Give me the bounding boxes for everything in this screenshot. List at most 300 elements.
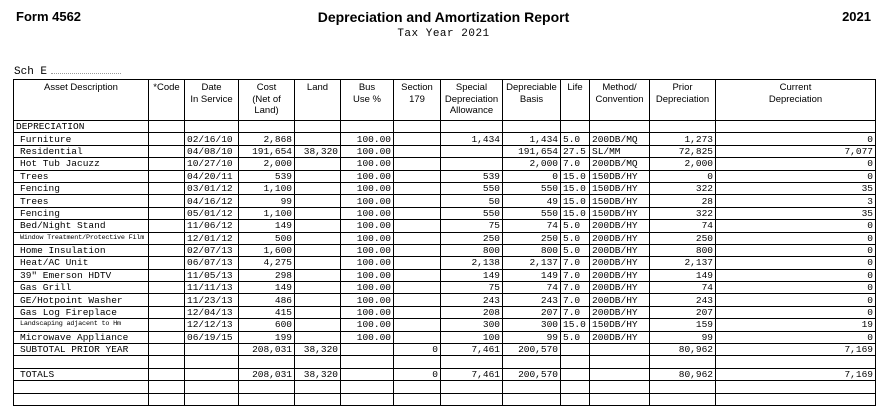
schedule-label (14, 66, 121, 78)
cell-land (295, 244, 341, 256)
cell-sec179: 0 (394, 368, 441, 380)
table-row (14, 182, 876, 194)
cell-current: 7,169 (716, 368, 876, 380)
cell-code (149, 158, 185, 170)
cell-code (149, 244, 185, 256)
cell-special: 539 (441, 170, 503, 182)
cell-current: 0 (716, 170, 876, 182)
cell-special: 250 (441, 232, 503, 244)
cell-date: 04/20/11 (185, 170, 239, 182)
table-row (14, 220, 876, 232)
cell-sec179 (394, 170, 441, 182)
cell-basis: 74 (503, 220, 561, 232)
cell-desc: 39" Emerson HDTV (14, 269, 149, 281)
cell-code (149, 306, 185, 318)
cell-life: 7.0 (561, 158, 590, 170)
cell-land (295, 356, 341, 368)
cell-method: SL/MM (590, 145, 650, 157)
cell-cost: 1,100 (239, 207, 295, 219)
cell-cost: 199 (239, 331, 295, 343)
cell-desc: Trees (14, 195, 149, 207)
cell-code (149, 331, 185, 343)
cell-code (149, 182, 185, 194)
cell-date: 11/23/13 (185, 294, 239, 306)
cell-code (149, 170, 185, 182)
cell-life: 15.0 (561, 182, 590, 194)
cell-special (441, 381, 503, 393)
cell-sec179 (394, 331, 441, 343)
cell-land: 38,320 (295, 145, 341, 157)
table-row (14, 207, 876, 219)
cell-land (295, 232, 341, 244)
cell-basis: 99 (503, 331, 561, 343)
cell-cost: 191,654 (239, 145, 295, 157)
cell-life: 5.0 (561, 220, 590, 232)
cell-desc (14, 381, 149, 393)
cell-land (295, 294, 341, 306)
col-method: Method/ Convention (590, 80, 650, 121)
cell-basis: 550 (503, 207, 561, 219)
cell-method: 150DB/HY (590, 207, 650, 219)
cell-land (295, 319, 341, 331)
cell-code (149, 294, 185, 306)
schedule-text: Sch E (14, 66, 48, 78)
cell-cost: 486 (239, 294, 295, 306)
cell-cost: 1,100 (239, 182, 295, 194)
cell-special: 300 (441, 319, 503, 331)
cell-bus: 100.00 (341, 232, 394, 244)
cell-basis: 550 (503, 182, 561, 194)
cell-life (561, 381, 590, 393)
cell-cost: 208,031 (239, 368, 295, 380)
cell-method: 150DB/HY (590, 319, 650, 331)
cell-special: 1,434 (441, 133, 503, 145)
cell-basis: 49 (503, 195, 561, 207)
tax-year: 2021 (842, 9, 871, 24)
col-cost: Cost (Net of Land) (239, 80, 295, 121)
cell-date: 06/07/13 (185, 257, 239, 269)
cell-date: 11/06/12 (185, 220, 239, 232)
cell-prior: 250 (650, 232, 716, 244)
cell-current: 7,077 (716, 145, 876, 157)
cell-land (295, 182, 341, 194)
cell-method: 200DB/MQ (590, 133, 650, 145)
cell-bus: 100.00 (341, 158, 394, 170)
cell-life: 27.5 (561, 145, 590, 157)
cell-desc (14, 356, 149, 368)
cell-desc: Fencing (14, 182, 149, 194)
cell-sec179 (394, 269, 441, 281)
cell-date: 11/11/13 (185, 282, 239, 294)
blank-row (14, 381, 876, 393)
cell-code (149, 195, 185, 207)
cell-method (590, 393, 650, 405)
cell-desc: SUBTOTAL PRIOR YEAR (14, 344, 149, 356)
cell-bus: 100.00 (341, 257, 394, 269)
cell-cost: 149 (239, 220, 295, 232)
cell-bus: 100.00 (341, 207, 394, 219)
cell-special (441, 145, 503, 157)
cell-bus: 100.00 (341, 195, 394, 207)
cell-desc (14, 393, 149, 405)
cell-basis: 2,000 (503, 158, 561, 170)
schedule-redacted-name (51, 73, 121, 74)
cell-code (149, 368, 185, 380)
col-life: Life (561, 80, 590, 121)
cell-method: 200DB/HY (590, 282, 650, 294)
cell-method: 200DB/MQ (590, 158, 650, 170)
cell-prior: 99 (650, 331, 716, 343)
cell-land (295, 282, 341, 294)
section-label: DEPRECIATION (14, 121, 149, 133)
cell-date (185, 393, 239, 405)
cell-cost: 600 (239, 319, 295, 331)
cell-method: 150DB/HY (590, 182, 650, 194)
cell-current: 7,169 (716, 344, 876, 356)
cell-prior (650, 393, 716, 405)
cell-desc: Furniture (14, 133, 149, 145)
col-prior-depreciation: Prior Depreciation (650, 80, 716, 121)
cell-cost: 1,600 (239, 244, 295, 256)
cell-life: 15.0 (561, 170, 590, 182)
cell-date: 06/19/15 (185, 331, 239, 343)
cell-method: 150DB/HY (590, 195, 650, 207)
cell-land (295, 207, 341, 219)
cell-date (185, 368, 239, 380)
cell-life: 5.0 (561, 133, 590, 145)
cell-desc: TOTALS (14, 368, 149, 380)
cell-basis: 250 (503, 232, 561, 244)
cell-basis: 0 (503, 170, 561, 182)
cell-sec179: 0 (394, 344, 441, 356)
table-row (14, 269, 876, 281)
cell-sec179 (394, 356, 441, 368)
cell-prior: 1,273 (650, 133, 716, 145)
cell-current: 3 (716, 195, 876, 207)
cell-land: 38,320 (295, 368, 341, 380)
cell-life: 5.0 (561, 244, 590, 256)
cell-current: 0 (716, 232, 876, 244)
cell-life (561, 344, 590, 356)
cell-bus: 100.00 (341, 133, 394, 145)
cell-prior: 0 (650, 170, 716, 182)
col-asset-description: Asset Description (14, 80, 149, 121)
cell-code (149, 257, 185, 269)
cell-cost (239, 393, 295, 405)
cell-method: 200DB/HY (590, 269, 650, 281)
cell-method: 150DB/HY (590, 170, 650, 182)
cell-desc: Bed/Night Stand (14, 220, 149, 232)
col-depreciable-basis: Depreciable Basis (503, 80, 561, 121)
cell-method: 200DB/HY (590, 331, 650, 343)
cell-date: 04/08/10 (185, 145, 239, 157)
cell-land (295, 133, 341, 145)
cell-method: 200DB/HY (590, 257, 650, 269)
cell-code (149, 207, 185, 219)
cell-desc: Residential (14, 145, 149, 157)
cell-special: 149 (441, 269, 503, 281)
form-number: Form 4562 (16, 9, 82, 24)
cell-bus (341, 356, 394, 368)
cell-sec179 (394, 381, 441, 393)
cell-desc: Hot Tub Jacuzz (14, 158, 149, 170)
cell-desc: Microwave Appliance (14, 331, 149, 343)
cell-desc: Gas Grill (14, 282, 149, 294)
table-row (14, 319, 876, 331)
cell-prior: 322 (650, 182, 716, 194)
cell-special: 7,461 (441, 368, 503, 380)
cell-date: 12/04/13 (185, 306, 239, 318)
cell-date (185, 381, 239, 393)
cell-cost: 539 (239, 170, 295, 182)
cell-date: 11/05/13 (185, 269, 239, 281)
cell-special: 50 (441, 195, 503, 207)
cell-bus: 100.00 (341, 319, 394, 331)
cell-code (149, 145, 185, 157)
cell-date: 02/16/10 (185, 133, 239, 145)
cell-current: 0 (716, 331, 876, 343)
cell-special: 2,138 (441, 257, 503, 269)
cell-prior: 159 (650, 319, 716, 331)
cell-current: 0 (716, 282, 876, 294)
cell-cost: 2,000 (239, 158, 295, 170)
cell-desc: Home Insulation (14, 244, 149, 256)
cell-sec179 (394, 257, 441, 269)
cell-cost (239, 381, 295, 393)
cell-prior: 322 (650, 207, 716, 219)
cell-special (441, 158, 503, 170)
cell-prior (650, 356, 716, 368)
cell-basis: 300 (503, 319, 561, 331)
cell-basis: 200,570 (503, 368, 561, 380)
col-date-in-service: Date In Service (185, 80, 239, 121)
cell-basis: 1,434 (503, 133, 561, 145)
table-row (14, 257, 876, 269)
cell-sec179 (394, 232, 441, 244)
cell-special: 550 (441, 182, 503, 194)
cell-prior: 74 (650, 220, 716, 232)
cell-sec179 (394, 133, 441, 145)
cell-prior: 149 (650, 269, 716, 281)
cell-life: 7.0 (561, 269, 590, 281)
cell-basis: 149 (503, 269, 561, 281)
col-bus-use: Bus Use % (341, 80, 394, 121)
cell-bus (341, 368, 394, 380)
cell-life: 7.0 (561, 257, 590, 269)
cell-prior: 72,825 (650, 145, 716, 157)
cell-bus: 100.00 (341, 145, 394, 157)
cell-desc: GE/Hotpoint Washer (14, 294, 149, 306)
cell-special (441, 393, 503, 405)
cell-code (149, 133, 185, 145)
cell-cost: 298 (239, 269, 295, 281)
cell-cost: 4,275 (239, 257, 295, 269)
cell-basis: 191,654 (503, 145, 561, 157)
cell-code (149, 344, 185, 356)
cell-desc: Fencing (14, 207, 149, 219)
section-row (14, 121, 876, 133)
cell-land (295, 195, 341, 207)
col-code: *Code (149, 80, 185, 121)
cell-desc: Heat/AC Unit (14, 257, 149, 269)
cell-special: 75 (441, 282, 503, 294)
table-row (14, 158, 876, 170)
cell-code (149, 232, 185, 244)
cell-special: 7,461 (441, 344, 503, 356)
cell-code (149, 282, 185, 294)
col-land: Land (295, 80, 341, 121)
table-row (14, 306, 876, 318)
cell-bus: 100.00 (341, 294, 394, 306)
cell-method (590, 368, 650, 380)
cell-sec179 (394, 145, 441, 157)
cell-bus: 100.00 (341, 306, 394, 318)
blank-row (14, 356, 876, 368)
table-row (14, 145, 876, 157)
cell-date: 12/12/13 (185, 319, 239, 331)
cell-land (295, 393, 341, 405)
cell-prior: 80,962 (650, 344, 716, 356)
cell-code (149, 381, 185, 393)
cell-cost: 149 (239, 282, 295, 294)
cell-sec179 (394, 244, 441, 256)
cell-current: 0 (716, 158, 876, 170)
cell-special: 800 (441, 244, 503, 256)
cell-special: 208 (441, 306, 503, 318)
cell-bus (341, 381, 394, 393)
cell-sec179 (394, 182, 441, 194)
cell-current (716, 381, 876, 393)
cell-cost: 500 (239, 232, 295, 244)
cell-life (561, 356, 590, 368)
cell-basis (503, 381, 561, 393)
cell-life: 5.0 (561, 331, 590, 343)
cell-basis: 207 (503, 306, 561, 318)
cell-sec179 (394, 220, 441, 232)
cell-method (590, 344, 650, 356)
cell-date: 02/07/13 (185, 244, 239, 256)
cell-life: 7.0 (561, 282, 590, 294)
cell-code (149, 269, 185, 281)
cell-bus (341, 393, 394, 405)
cell-land (295, 381, 341, 393)
cell-cost: 208,031 (239, 344, 295, 356)
table-row (14, 331, 876, 343)
cell-date (185, 344, 239, 356)
cell-desc: Gas Log Fireplace (14, 306, 149, 318)
cell-method: 200DB/HY (590, 306, 650, 318)
cell-basis (503, 356, 561, 368)
cell-special (441, 356, 503, 368)
cell-sec179 (394, 195, 441, 207)
cell-cost: 415 (239, 306, 295, 318)
cell-current (716, 393, 876, 405)
cell-current: 0 (716, 294, 876, 306)
cell-bus: 100.00 (341, 182, 394, 194)
cell-sec179 (394, 306, 441, 318)
cell-desc: Window Treatment/Protective Film (14, 232, 149, 244)
cell-code (149, 393, 185, 405)
cell-date: 03/01/12 (185, 182, 239, 194)
cell-method: 200DB/HY (590, 244, 650, 256)
cell-life: 7.0 (561, 306, 590, 318)
cell-life (561, 393, 590, 405)
cell-life: 7.0 (561, 294, 590, 306)
cell-sec179 (394, 393, 441, 405)
cell-prior: 74 (650, 282, 716, 294)
cell-prior: 80,962 (650, 368, 716, 380)
cell-desc: Trees (14, 170, 149, 182)
cell-method: 200DB/HY (590, 294, 650, 306)
cell-land: 38,320 (295, 344, 341, 356)
cell-life: 15.0 (561, 195, 590, 207)
table-row (14, 232, 876, 244)
cell-sec179 (394, 294, 441, 306)
cell-prior: 28 (650, 195, 716, 207)
cell-bus: 100.00 (341, 170, 394, 182)
table-row (14, 133, 876, 145)
col-current-depreciation: Current Depreciation (716, 80, 876, 121)
col-section-179: Section 179 (394, 80, 441, 121)
cell-special: 100 (441, 331, 503, 343)
totals-row (14, 368, 876, 380)
cell-current: 0 (716, 220, 876, 232)
cell-current: 0 (716, 306, 876, 318)
cell-code (149, 319, 185, 331)
cell-land (295, 170, 341, 182)
cell-life: 15.0 (561, 207, 590, 219)
cell-land (295, 220, 341, 232)
table-row (14, 282, 876, 294)
cell-current: 0 (716, 133, 876, 145)
blank-row (14, 393, 876, 405)
cell-date: 05/01/12 (185, 207, 239, 219)
cell-current (716, 356, 876, 368)
cell-land (295, 158, 341, 170)
table-header-row (14, 80, 876, 121)
cell-bus: 100.00 (341, 244, 394, 256)
cell-sec179 (394, 207, 441, 219)
cell-current: 35 (716, 207, 876, 219)
cell-basis (503, 393, 561, 405)
report-title: Depreciation and Amortization Report (317, 9, 570, 25)
cell-method (590, 381, 650, 393)
cell-land (295, 306, 341, 318)
cell-prior: 2,137 (650, 257, 716, 269)
cell-code (149, 356, 185, 368)
cell-date: 10/27/10 (185, 158, 239, 170)
cell-special: 75 (441, 220, 503, 232)
cell-sec179 (394, 158, 441, 170)
cell-current: 0 (716, 244, 876, 256)
cell-special: 550 (441, 207, 503, 219)
cell-desc: Landscaping adjacent to Hm (14, 319, 149, 331)
cell-current: 0 (716, 257, 876, 269)
cell-bus: 100.00 (341, 220, 394, 232)
cell-bus (341, 344, 394, 356)
depreciation-table (13, 79, 876, 406)
col-special-allowance: Special Depreciation Allowance (441, 80, 503, 121)
cell-method (590, 356, 650, 368)
cell-current: 0 (716, 269, 876, 281)
table-row (14, 195, 876, 207)
table-row (14, 244, 876, 256)
cell-basis: 200,570 (503, 344, 561, 356)
subtotal-row (14, 344, 876, 356)
cell-date: 12/01/12 (185, 232, 239, 244)
cell-life (561, 368, 590, 380)
cell-cost (239, 356, 295, 368)
